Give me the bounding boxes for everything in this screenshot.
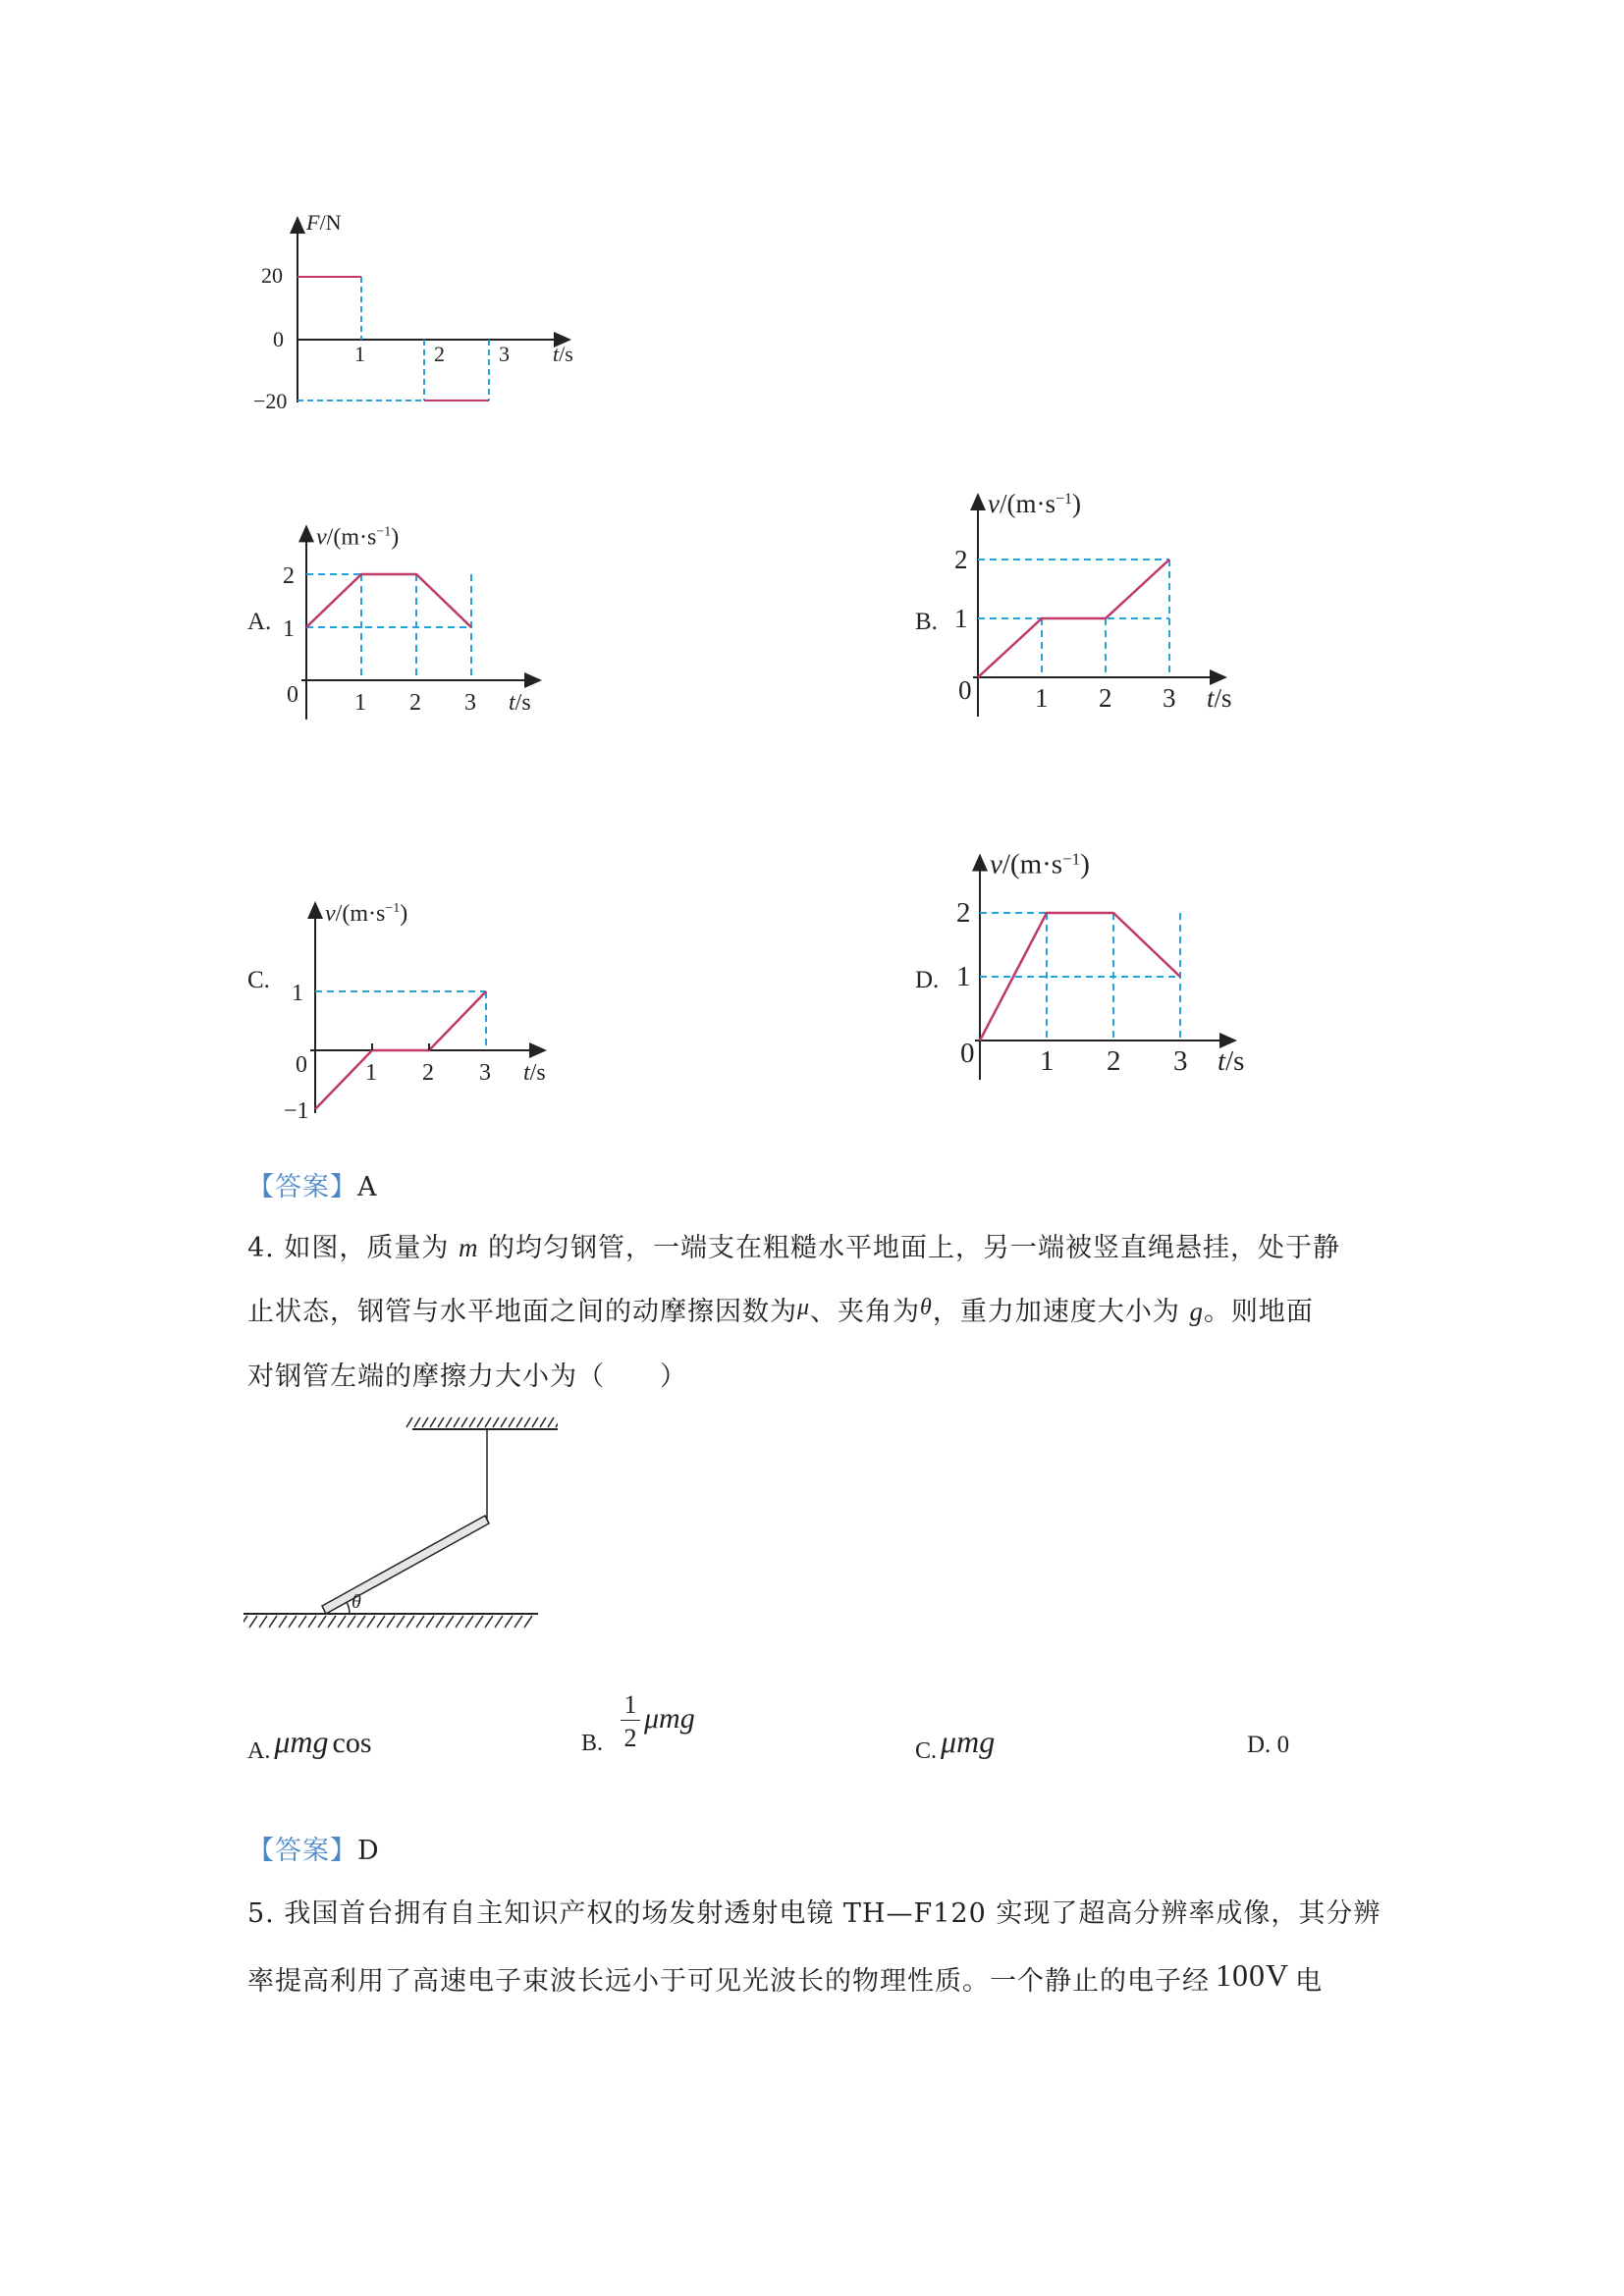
y-axis-label: $v/(m\cdot s^{-1})$ [988,489,1082,518]
y-axis-label: $v/(m\cdot s^{-1})$ [990,848,1090,881]
q4-line-1: 4. 如图，质量为 m 的均匀钢管，一端支在粗糙水平地面上，另一端被竖直绳悬挂，处于静 [247,1233,1341,1263]
x-tick-label: 1 [1035,683,1049,713]
steel-rod [322,1516,489,1614]
answer-bracket: 【答案】 [247,1172,357,1202]
x-tick-3: 3 [499,342,510,366]
y-tick-neg20: −20 [253,389,288,413]
answer-value: D [357,1836,380,1866]
origin-label: 0 [958,675,972,705]
x-tick-label: 3 [479,1060,491,1086]
x-tick-label: 2 [1099,683,1112,713]
y-axis-label: $v/(m\cdot s^{-1})$ [325,901,408,927]
theta-label: θ [352,1591,361,1613]
angle-arc [347,1602,350,1614]
x-tick-label: 1 [1040,1045,1055,1077]
y-axis-label: F/N [306,210,342,235]
y-axis-label: $v/(m\cdot s^{-1})$ [316,524,400,551]
option-c-graph [280,854,594,1129]
y-tick-label: 2 [283,563,295,589]
q4-option-c: C. μmg [915,1724,996,1764]
ground-hatch [244,1616,532,1628]
option-b-label: B. [915,609,938,635]
y-tick-0: 0 [273,327,284,351]
q4-line-2: 止状态，钢管与水平地面之间的动摩擦因数为μ、夹角为θ，重力加速度大小为 g。则地面 [247,1295,1314,1327]
y-tick-label: 2 [956,897,971,929]
ceiling-hatch [406,1417,558,1427]
x-tick-1: 1 [354,342,365,366]
answer-4 [247,1838,380,1864]
q4-option-a: A. μmg cos [247,1724,372,1764]
option-a-label: A. [247,609,272,635]
x-tick-2: 2 [434,342,445,366]
option-d-label: D. [915,967,940,993]
x-tick-label: 3 [464,690,476,716]
x-tick-label: 2 [409,690,421,716]
x-axis-label: t/s [1207,683,1232,713]
x-tick-label: 1 [365,1060,377,1086]
y-tick-label: −1 [284,1098,309,1124]
q4-option-d: D. 0 [1247,1732,1290,1758]
answer-bracket: 【答案】 [247,1836,357,1866]
x-tick-label: 3 [1163,683,1176,713]
x-axis-label: t/s [509,690,531,716]
y-tick-label: 1 [283,616,295,642]
x-axis-label: t/s [553,342,573,366]
fraction-numerator: 1 [623,1690,637,1719]
y-tick-label: 2 [954,545,968,574]
option-d-graph [941,820,1284,1124]
x-tick-label: 2 [1107,1045,1121,1077]
y-tick-label: 1 [954,604,968,633]
fraction-denominator: 2 [623,1724,637,1752]
x-tick-label: 3 [1173,1045,1188,1077]
q5-line-1: 5. 我国首台拥有自主知识产权的场发射透射电镜 TH—F120 实现了超高分辨率成像，其分辨 [247,1898,1381,1929]
force-time-graph [236,206,609,422]
y-tick-label: 1 [292,981,303,1006]
q5-line-2: 率提高利用了高速电子束波长远小于可见光波长的物理性质。一个静止的电子经 100V 电 [247,1957,1324,1997]
answer-value: A [357,1172,378,1202]
y-tick-label: 1 [956,961,971,992]
option-b-graph [941,456,1274,756]
x-tick-label: 2 [422,1060,434,1086]
origin-label: 0 [287,682,298,708]
y-tick-20: 20 [261,263,283,288]
q4-line-3: 对钢管左端的摩擦力大小为（ ） [247,1362,687,1392]
option-c-label: C. [247,967,270,993]
origin-label: 0 [296,1052,307,1078]
velocity-curve [306,574,471,627]
x-tick-label: 1 [354,690,366,716]
answer-3 [247,1174,378,1201]
origin-label: 0 [960,1038,975,1069]
fraction-bar [621,1720,640,1721]
q4-figure [244,1402,558,1637]
x-axis-label: t/s [523,1060,546,1086]
x-axis-label: t/s [1218,1045,1245,1077]
option-a-graph [275,496,589,756]
